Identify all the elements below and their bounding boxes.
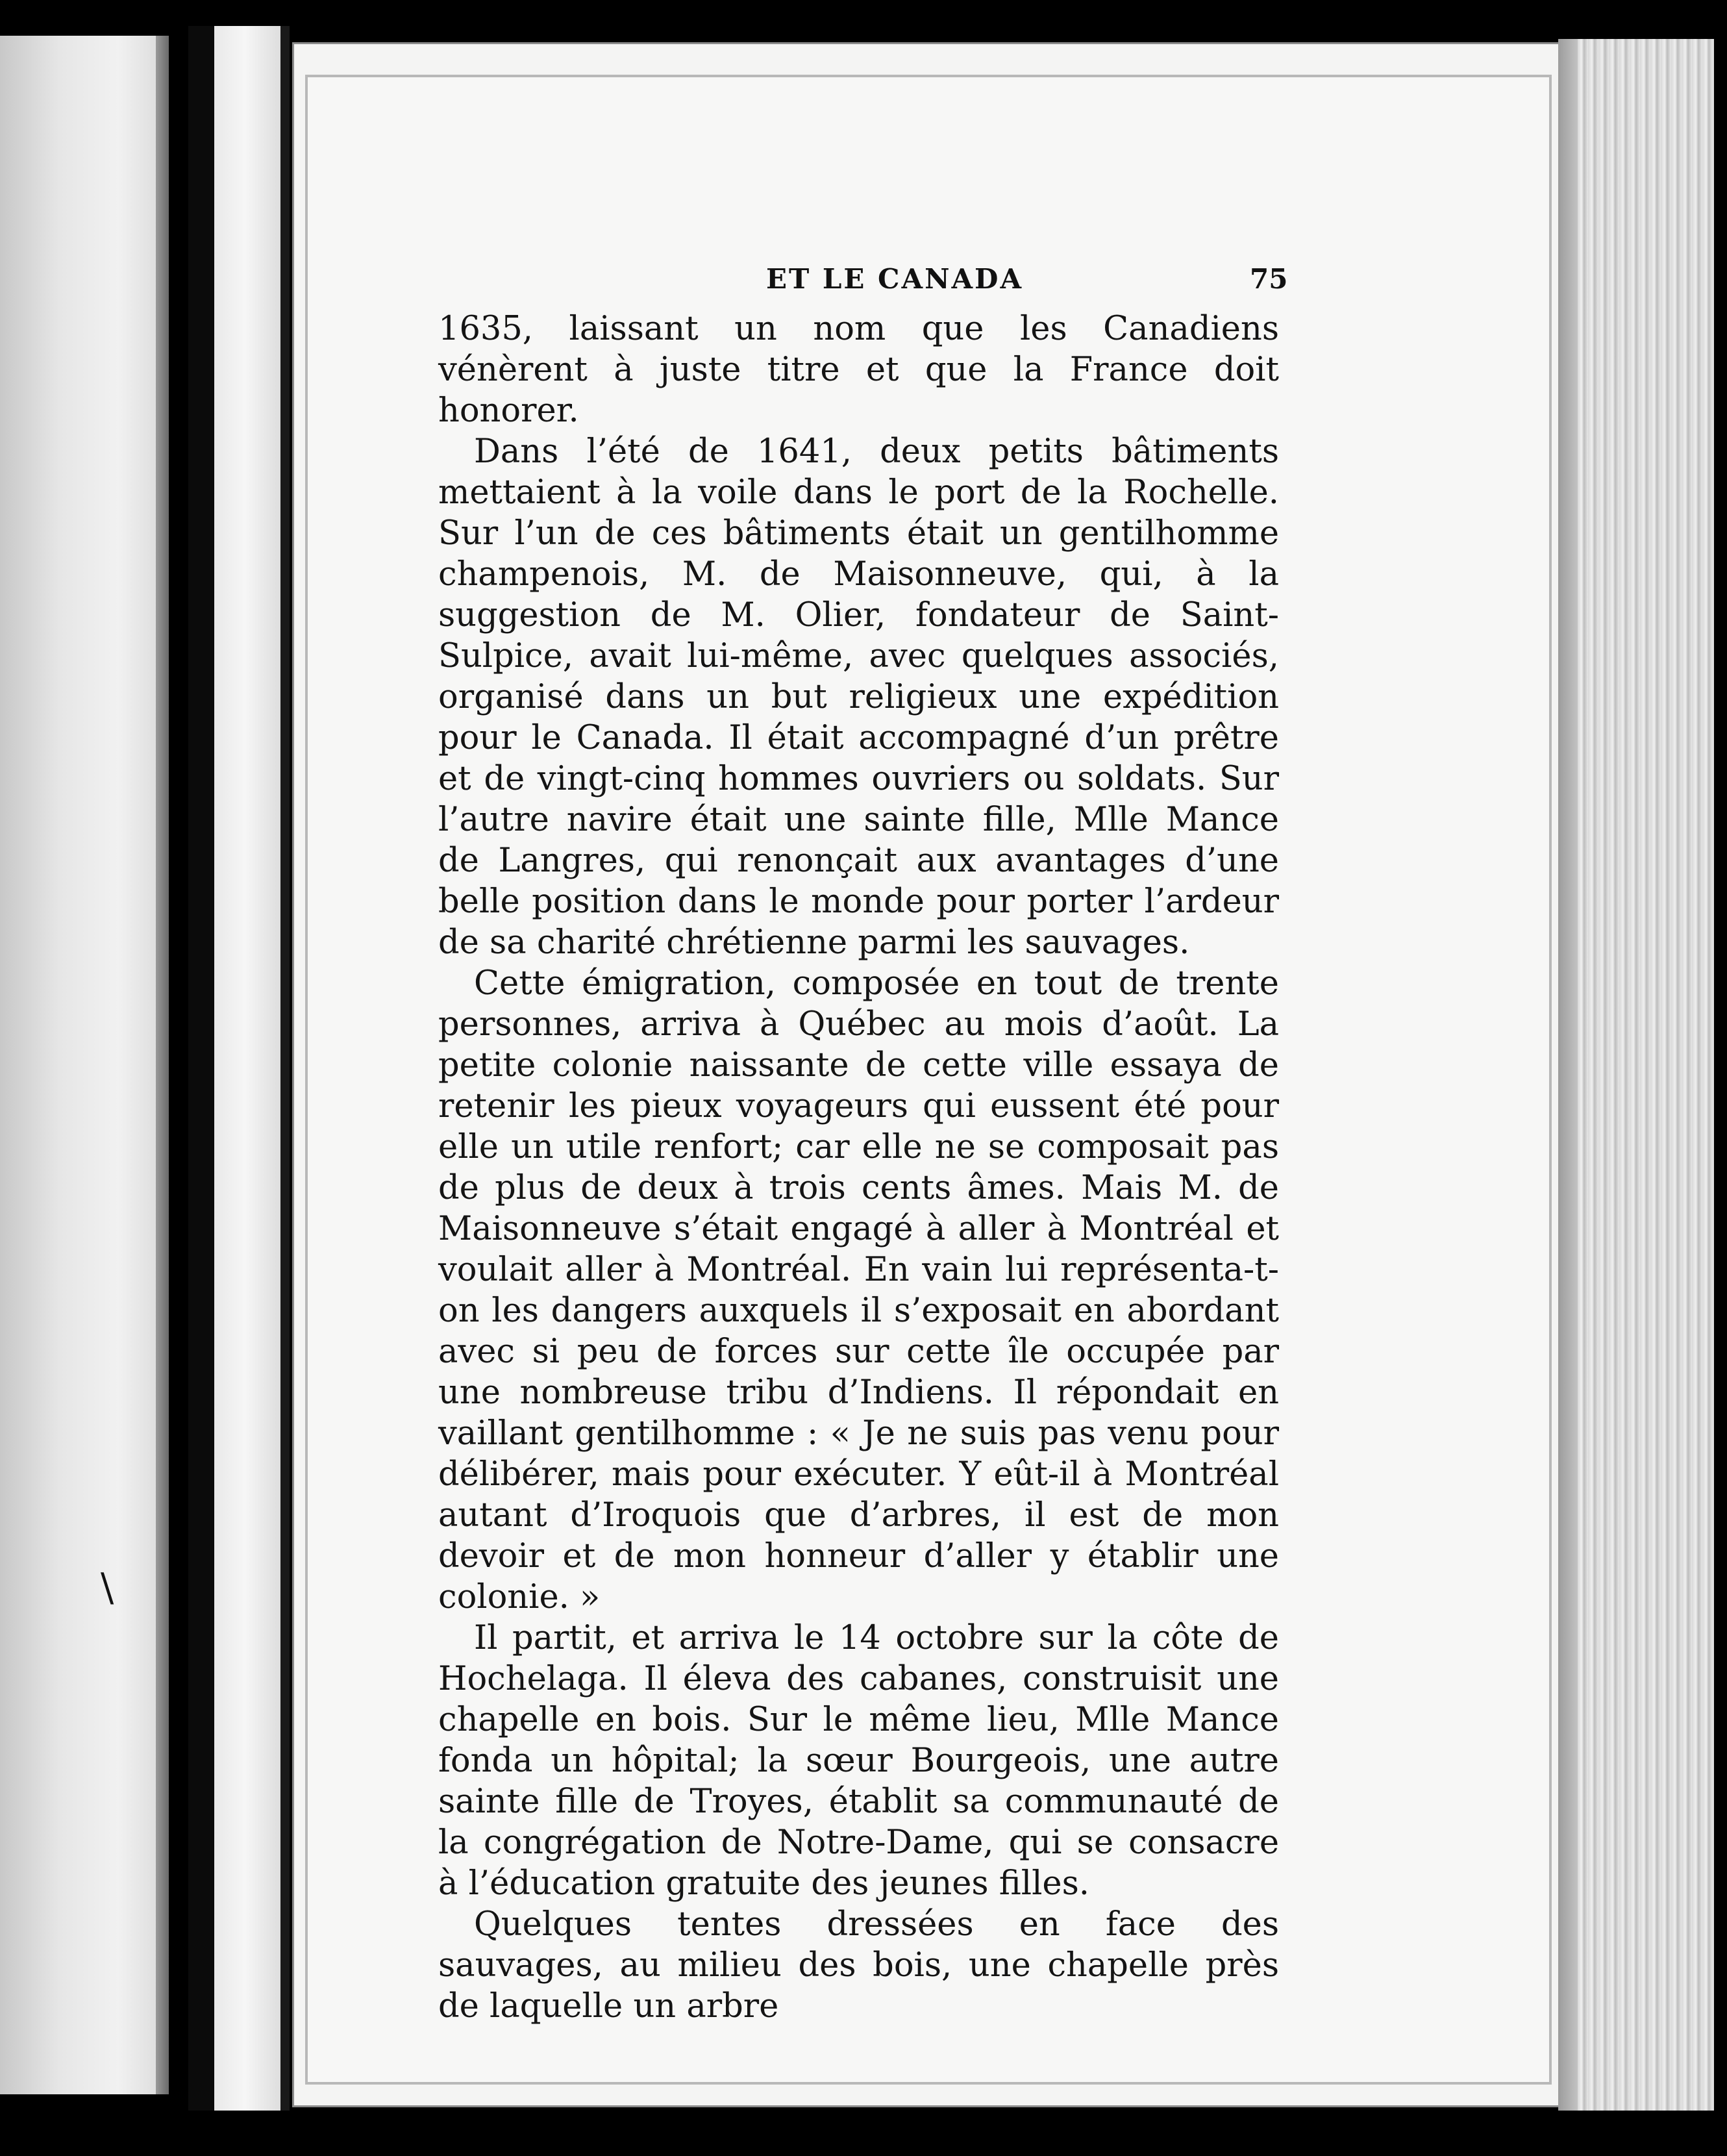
left-facing-page [0, 36, 169, 2094]
page-number: 75 [1250, 263, 1288, 295]
gutter-paper-strip [214, 26, 282, 2111]
left-page-edge [156, 36, 169, 2094]
paragraph-1: 1635, laissant un nom que les Canadiens vénèrent à juste titre et que la France doit honorer. [438, 310, 1279, 430]
margin-mark: \ [101, 1565, 114, 1611]
paragraph-4: Il partit, et arriva le 14 octobre sur la côte de Hochelaga. Il éleva des cabanes, construisit une chapelle en bois. Sur le même lieu, Mlle Mance fonda un hôpital; la sœur Bourgeois, une autre sainte fille de Troyes, établit sa communauté de la congrégation de Notre-Dame, qui se consacre à l’éducation gratuite des jeunes filles. [438, 1619, 1279, 1903]
paragraph-2: Dans l’été de 1641, deux petits bâtiments mettaient à la voile dans le port de la Rochelle. Sur l’un de ces bâtiments était un gentilhomme champenois, M. de Maisonneuve, qui, à la suggestion de M. Olier, fondateur de Saint-Sulpice, avait lui-même, avec quelques associés, organisé dans un but religieux une expédition pour le Canada. Il était accompagné d’un prêtre et de vingt-cinq hommes ouvriers ou soldats. Sur l’autre navire était une sainte fille, Mlle Mance de Langres, qui renonçait aux avantages d’une belle position dans le monde pour porter l’ardeur de sa charité chrétienne parmi les sauvages. [438, 432, 1279, 962]
paragraph-3: Cette émigration, composée en tout de trente personnes, arriva à Québec au mois d’août. La petite colonie naissante de cette ville essaya de retenir les pieux voyageurs qui eussent été pour elle un utile renfort; car elle ne se composait pas de plus de deux à trois cents âmes. Mais M. de Maisonneuve s’était engagé à aller à Montréal et voulait aller à Montréal. En vain lui représenta-t-on les dangers auxquels il s’exposait en abordant avec si peu de forces sur cette île occupée par une nombreuse tribu d’Indiens. Il répondait en vaillant gentilhomme : « Je ne suis pas venu pour délibérer, mais pour exécuter. Y eût-il à Montréal autant d’Iroquois que d’arbres, il est de mon devoir et de mon honneur d’aller y établir une colonie. » [438, 964, 1279, 1616]
running-title: ET LE CANADA [766, 263, 1024, 295]
body-text [438, 308, 1279, 2027]
paragraph-5: Quelques tentes dressées en face des sauvages, au milieu des bois, une chapelle près de laquelle un arbre [438, 1905, 1279, 2025]
gutter-line [280, 26, 290, 2111]
book-gutter [188, 26, 214, 2111]
page-fore-edge [1578, 39, 1714, 2111]
